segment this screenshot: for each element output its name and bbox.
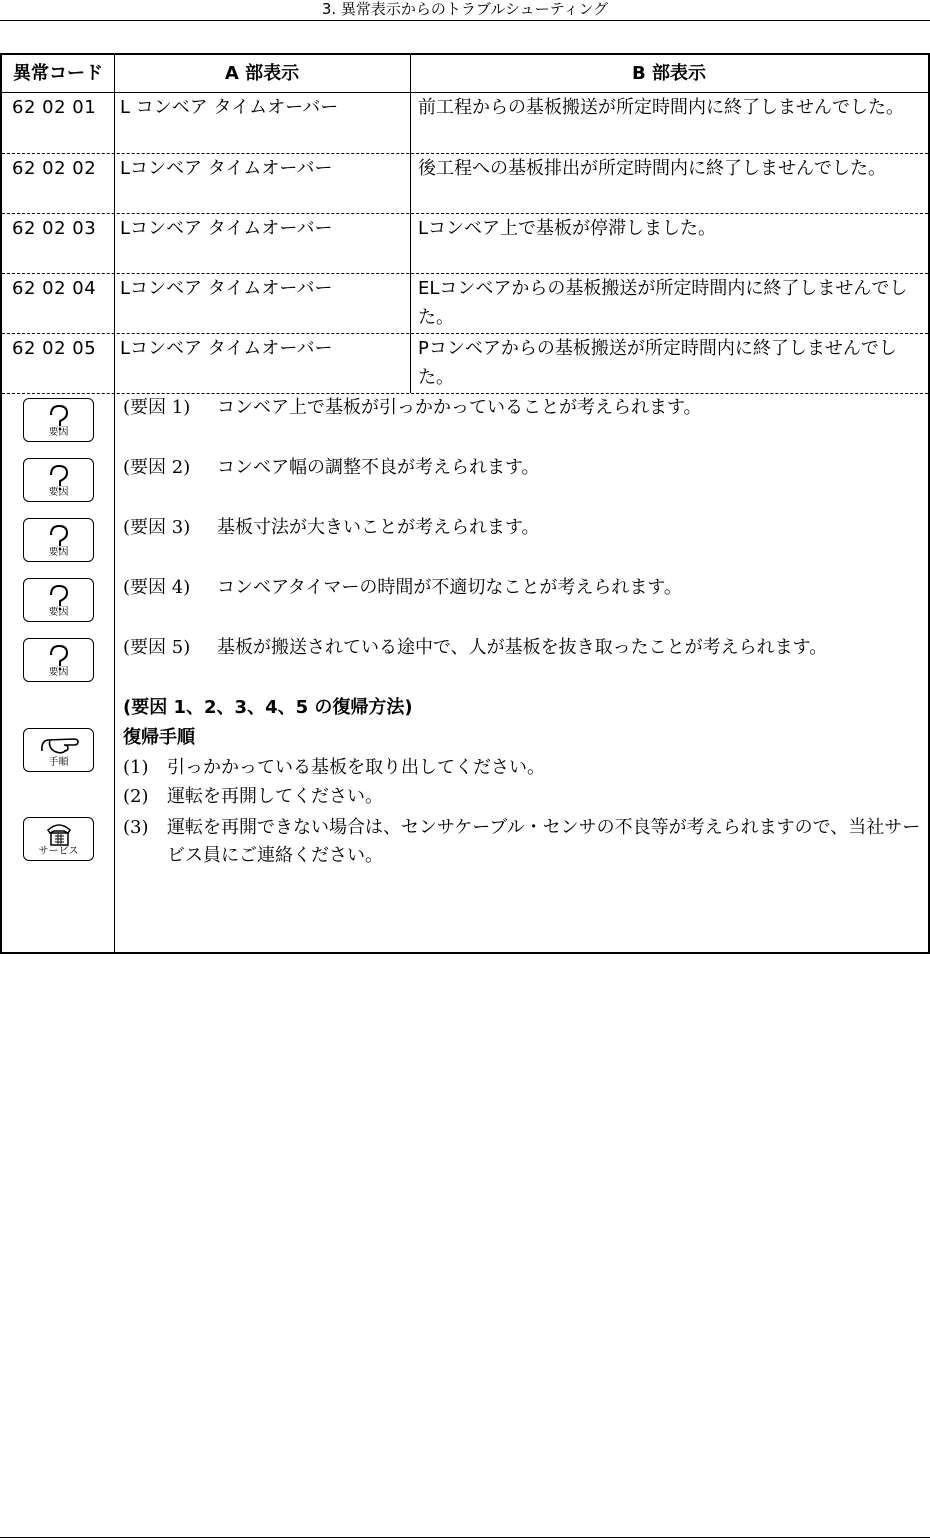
a-display-text: Lコンベア タイムオーバー bbox=[120, 278, 333, 299]
cause-tag: (要因 4) bbox=[123, 577, 191, 598]
header-a-display: A 部表示 bbox=[224, 63, 300, 84]
procedure-title: 復帰手順 bbox=[123, 727, 195, 748]
a-display-text: Lコンベア タイムオーバー bbox=[120, 218, 333, 239]
b-display-text: Pコンベアからの基板搬送が所定時間内に終了しませんでした。 bbox=[418, 338, 897, 388]
cause-text: 基板寸法が大きいことが考えられます。 bbox=[217, 517, 540, 538]
cause-item bbox=[123, 576, 682, 600]
step-text: 引っかかっている基板を取り出してください。 bbox=[167, 757, 545, 778]
step-text: 運転を再開できない場合は、センサケーブル・センサの不良等が考えられますので、当社サービス員にご連絡ください。 bbox=[167, 817, 921, 866]
table-row bbox=[2, 154, 928, 213]
error-code-table bbox=[0, 53, 930, 954]
step-number: (2) bbox=[123, 786, 149, 807]
b-display-text: ELコンベアからの基板搬送が所定時間内に終了しませんでした。 bbox=[418, 278, 908, 328]
page-header-title: 3. 異常表示からのトラブルシューティング bbox=[321, 0, 609, 18]
a-display-text: Lコンベア タイムオーバー bbox=[120, 338, 333, 359]
cause-tag: (要因 3) bbox=[123, 517, 191, 538]
cause-item bbox=[123, 456, 540, 480]
footer-rule bbox=[0, 1537, 930, 1538]
cause-text: 基板が搬送されている途中で、人が基板を抜き取ったことが考えられます。 bbox=[217, 637, 828, 658]
cause-text: コンベアタイマーの時間が不適切なことが考えられます。 bbox=[217, 577, 682, 598]
cause-icon: 要因 bbox=[23, 398, 94, 442]
cause-icon: 要因 bbox=[23, 518, 94, 562]
cause-item bbox=[123, 516, 540, 540]
header-code: 異常コード bbox=[13, 63, 103, 84]
b-display-text: Lコンベア上で基板が停滞しました。 bbox=[418, 218, 717, 239]
cause-icon: 要因 bbox=[23, 578, 94, 622]
recovery-title: (要因 1、2、3、4、5 の復帰方法) bbox=[123, 697, 413, 718]
step-text: 運転を再開してください。 bbox=[167, 786, 383, 807]
header-rule bbox=[0, 20, 930, 21]
cause-icon: 要因 bbox=[23, 458, 94, 502]
error-code: 62 02 04 bbox=[12, 278, 97, 299]
error-code: 62 02 05 bbox=[12, 338, 97, 359]
cause-text: コンベア幅の調整不良が考えられます。 bbox=[217, 457, 540, 478]
cause-text: コンベア上で基板が引っかかっていることが考えられます。 bbox=[217, 397, 702, 418]
error-code: 62 02 01 bbox=[12, 97, 97, 118]
a-display-text: Lコンベア タイムオーバー bbox=[120, 158, 333, 179]
telephone-icon: サービス bbox=[23, 817, 94, 861]
step-number: (3) bbox=[123, 817, 149, 838]
a-display-text: L コンベア タイムオーバー bbox=[120, 97, 339, 118]
cause-item bbox=[123, 396, 702, 420]
table-row bbox=[2, 214, 928, 273]
table-row bbox=[2, 274, 928, 333]
pointing-hand-icon: 手順 bbox=[23, 728, 94, 772]
b-display-text: 後工程への基板排出が所定時間内に終了しませんでした。 bbox=[418, 158, 886, 179]
header-b-display: B 部表示 bbox=[632, 63, 706, 84]
error-code: 62 02 03 bbox=[12, 218, 97, 239]
cause-item bbox=[123, 636, 827, 660]
cause-icon: 要因 bbox=[23, 638, 94, 682]
row-divider bbox=[2, 393, 928, 394]
b-display-text: 前工程からの基板搬送が所定時間内に終了しませんでした。 bbox=[418, 97, 904, 118]
cause-tag: (要因 1) bbox=[123, 397, 191, 418]
step-number: (1) bbox=[123, 757, 149, 778]
error-code: 62 02 02 bbox=[12, 158, 97, 179]
cause-tag: (要因 5) bbox=[123, 637, 191, 658]
table-row bbox=[2, 334, 928, 393]
table-row bbox=[2, 93, 928, 153]
cause-tag: (要因 2) bbox=[123, 457, 191, 478]
